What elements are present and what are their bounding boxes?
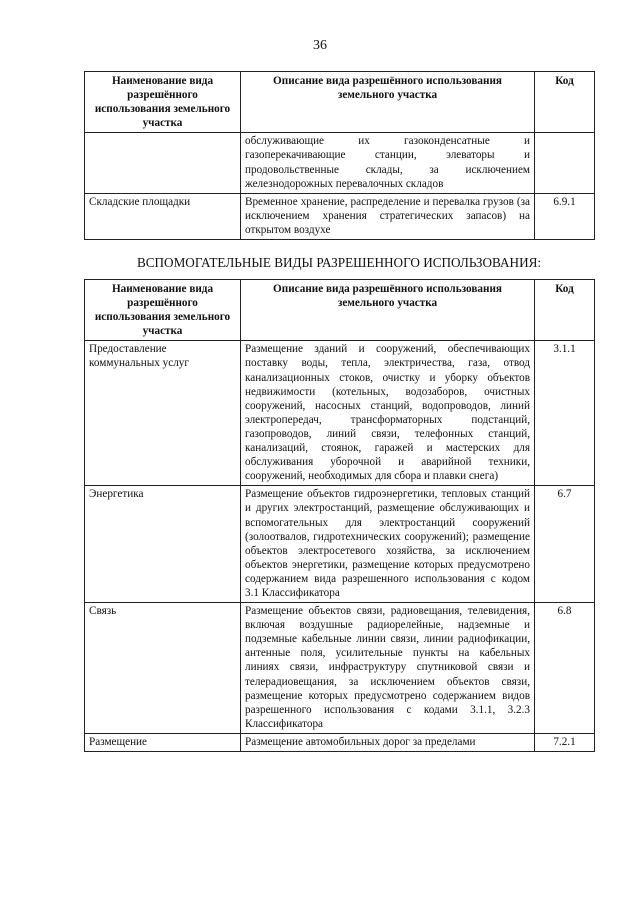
row-name: Размещение: [85, 733, 241, 751]
table-row: [85, 603, 595, 734]
row-name: Связь: [85, 603, 241, 734]
table-row: [85, 193, 595, 239]
header-code: Код: [535, 72, 595, 133]
row-description: Размещение объектов гидроэнергетики, тепловых станций и других электростанций, размещение обслуживающих и вспомогательных для электростанций сооружений (золоотвалов, гидротехнических сооружений); размещение объектов электросетевого хозяйства, за исключением объектов энергетики, размещение которых предусмотрено содержанием вида разрешенного использования с кодом 3.1 Классификатора: [241, 486, 535, 603]
page-number: 36: [313, 38, 327, 53]
row-code: 7.2.1: [535, 733, 595, 751]
header-description: Описание вида разрешённого использования земельного участка: [241, 280, 535, 341]
auxiliary-land-use-table: [84, 279, 595, 752]
header-name: Наименование вида разрешённого использования земельного участка: [85, 280, 241, 341]
row-code: 6.9.1: [535, 193, 595, 239]
row-name: Энергетика: [85, 486, 241, 603]
row-code: 6.8: [535, 603, 595, 734]
table-row: [85, 341, 595, 486]
table-row: [85, 733, 595, 751]
row-name: Складские площадки: [85, 193, 241, 239]
table-row: [85, 486, 595, 603]
row-description: Размещение зданий и сооружений, обеспечивающих поставку воды, тепла, электричества, газа, отвод канализационных стоков, очистку и уборку объектов недвижимости (котельных, водозаборов, очистных сооружений, насосных станций, водопроводов, линий электропередач, трансформаторных подстанций, газопроводов, линий связи, телефонных станций, канализаций, стоянок, гаражей и мастерских для обслуживания уборочной и аварийной техники, сооружений, необходимых для сбора и плавки снега): [241, 341, 535, 486]
table-header-row: [85, 280, 595, 341]
row-description: Размещение объектов связи, радиовещания, телевидения, включая воздушные радиорелейные, надземные и подземные кабельные линии связи, линии радиофикации, антенные поля, усилительные пункты на кабельных линиях связи, инфраструктуру спутниковой связи и телерадиовещания, за исключением объектов связи, размещение которых предусмотрено содержанием видов разрешенного использования с кодами 3.1.1, 3.2.3 Классификатора: [241, 603, 535, 734]
row-name: [85, 133, 241, 193]
table-header-row: [85, 72, 595, 133]
header-name: Наименование вида разрешённого использования земельного участка: [85, 72, 241, 133]
row-description: Временное хранение, распределение и перевалка грузов (за исключением хранения стратегических запасов) на открытом воздухе: [241, 193, 535, 239]
section-heading: ВСПОМОГАТЕЛЬНЫЕ ВИДЫ РАЗРЕШЕННОГО ИСПОЛЬЗОВАНИЯ:: [136, 255, 542, 270]
row-description: обслуживающие их газоконденсатные и газоперекачивающие станции, элеваторы и продовольственные склады, за исключением железнодорожных перевалочных складов: [241, 133, 535, 193]
row-name: Предоставление коммунальных услуг: [85, 341, 241, 486]
row-code: [535, 133, 595, 193]
row-description: Размещение автомобильных дорог за пределами: [241, 733, 535, 751]
table-row: [85, 133, 595, 193]
land-use-table-continued: [84, 71, 595, 240]
row-code: 6.7: [535, 486, 595, 603]
row-code: 3.1.1: [535, 341, 595, 486]
header-code: Код: [535, 280, 595, 341]
header-description: Описание вида разрешённого использования земельного участка: [241, 72, 535, 133]
